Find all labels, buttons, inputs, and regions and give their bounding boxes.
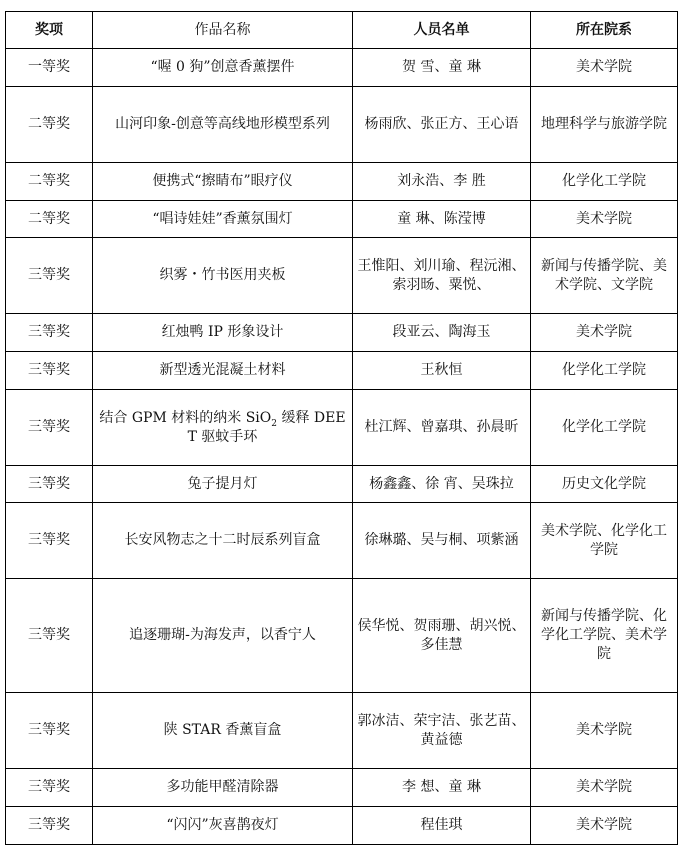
college-cell: 历史文化学院 <box>531 466 678 503</box>
award-cell: 二等奖 <box>6 87 93 163</box>
members-cell: 王秋恒 <box>353 352 531 390</box>
members-cell: 杜江辉、曾嘉琪、孙晨昕 <box>353 390 531 466</box>
table-row <box>6 769 678 807</box>
college-cell: 美术学院 <box>531 201 678 238</box>
header-award: 奖项 <box>6 12 93 49</box>
members-cell: 杨鑫鑫、徐 宵、吴珠拉 <box>353 466 531 503</box>
award-cell: 三等奖 <box>6 238 93 314</box>
work-cell: 长安风物志之十二时辰系列盲盒 <box>93 503 353 579</box>
work-cell <box>93 390 353 466</box>
work-cell: 织雾・竹书医用夹板 <box>93 238 353 314</box>
table-row <box>6 201 678 238</box>
work-cell: 兔子提月灯 <box>93 466 353 503</box>
work-cell: 陕 STAR 香薰盲盒 <box>93 693 353 769</box>
work-cell: “唱诗娃娃”香薰氛围灯 <box>93 201 353 238</box>
college-cell: 化学化工学院 <box>531 390 678 466</box>
members-cell: 王惟阳、刘川瑜、程沅湘、索羽旸、粟悦、 <box>353 238 531 314</box>
table-row <box>6 163 678 201</box>
work-cell: 追逐珊瑚-为海发声，以香宁人 <box>93 579 353 693</box>
award-cell: 三等奖 <box>6 390 93 466</box>
college-cell: 美术学院 <box>531 49 678 87</box>
college-cell: 化学化工学院 <box>531 352 678 390</box>
award-cell: 三等奖 <box>6 693 93 769</box>
table-row <box>6 87 678 163</box>
header-row <box>6 12 678 49</box>
table-row <box>6 807 678 845</box>
subscript-2: 2 <box>271 418 277 429</box>
award-cell: 三等奖 <box>6 503 93 579</box>
award-cell: 三等奖 <box>6 769 93 807</box>
college-cell: 美术学院 <box>531 314 678 352</box>
table-row <box>6 390 678 466</box>
members-cell: 童 琳、陈滢博 <box>353 201 531 238</box>
members-cell: 贺 雪、童 琳 <box>353 49 531 87</box>
work-cell: 新型透光混凝土材料 <box>93 352 353 390</box>
college-cell: 美术学院、化学化工学院 <box>531 503 678 579</box>
award-cell: 二等奖 <box>6 163 93 201</box>
table-row <box>6 314 678 352</box>
table-row <box>6 352 678 390</box>
work-text: 结合 GPM 材料的纳米 SiO <box>99 409 272 426</box>
table-row <box>6 466 678 503</box>
members-cell: 程佳琪 <box>353 807 531 845</box>
work-cell: “喔 0 狗”创意香薰摆件 <box>93 49 353 87</box>
award-cell: 三等奖 <box>6 466 93 503</box>
members-cell: 杨雨欣、张正方、王心语 <box>353 87 531 163</box>
work-cell: “闪闪”灰喜鹊夜灯 <box>93 807 353 845</box>
award-cell: 一等奖 <box>6 49 93 87</box>
table-row <box>6 579 678 693</box>
college-cell: 新闻与传播学院、化学化工学院、美术学院 <box>531 579 678 693</box>
header-members: 人员名单 <box>353 12 531 49</box>
work-cell: 山河印象-创意等高线地形模型系列 <box>93 87 353 163</box>
header-work: 作品名称 <box>93 12 353 49</box>
work-cell: 多功能甲醛清除器 <box>93 769 353 807</box>
college-cell: 化学化工学院 <box>531 163 678 201</box>
college-cell: 美术学院 <box>531 693 678 769</box>
members-cell: 侯华悦、贺雨珊、胡兴悦、多佳慧 <box>353 579 531 693</box>
awards-table <box>5 11 678 845</box>
award-cell: 二等奖 <box>6 201 93 238</box>
award-cell: 三等奖 <box>6 579 93 693</box>
members-cell: 刘永浩、李 胜 <box>353 163 531 201</box>
college-cell: 地理科学与旅游学院 <box>531 87 678 163</box>
table-row <box>6 49 678 87</box>
table-row <box>6 238 678 314</box>
members-cell: 李 想、童 琳 <box>353 769 531 807</box>
college-cell: 美术学院 <box>531 807 678 845</box>
members-cell: 段亚云、陶海玉 <box>353 314 531 352</box>
work-cell: 红烛鸭 IP 形象设计 <box>93 314 353 352</box>
work-cell: 便携式“擦睛布”眼疗仪 <box>93 163 353 201</box>
table-row <box>6 503 678 579</box>
members-cell: 徐琳璐、吴与桐、项紫涵 <box>353 503 531 579</box>
work-text-tail: 缓释 DEET 驱蚊手环 <box>187 409 346 445</box>
members-cell: 郭冰洁、荣宇洁、张艺苗、黄益德 <box>353 693 531 769</box>
header-college: 所在院系 <box>531 12 678 49</box>
college-cell: 新闻与传播学院、美术学院、文学院 <box>531 238 678 314</box>
college-cell: 美术学院 <box>531 769 678 807</box>
table-row <box>6 693 678 769</box>
award-cell: 三等奖 <box>6 352 93 390</box>
award-cell: 三等奖 <box>6 314 93 352</box>
award-cell: 三等奖 <box>6 807 93 845</box>
